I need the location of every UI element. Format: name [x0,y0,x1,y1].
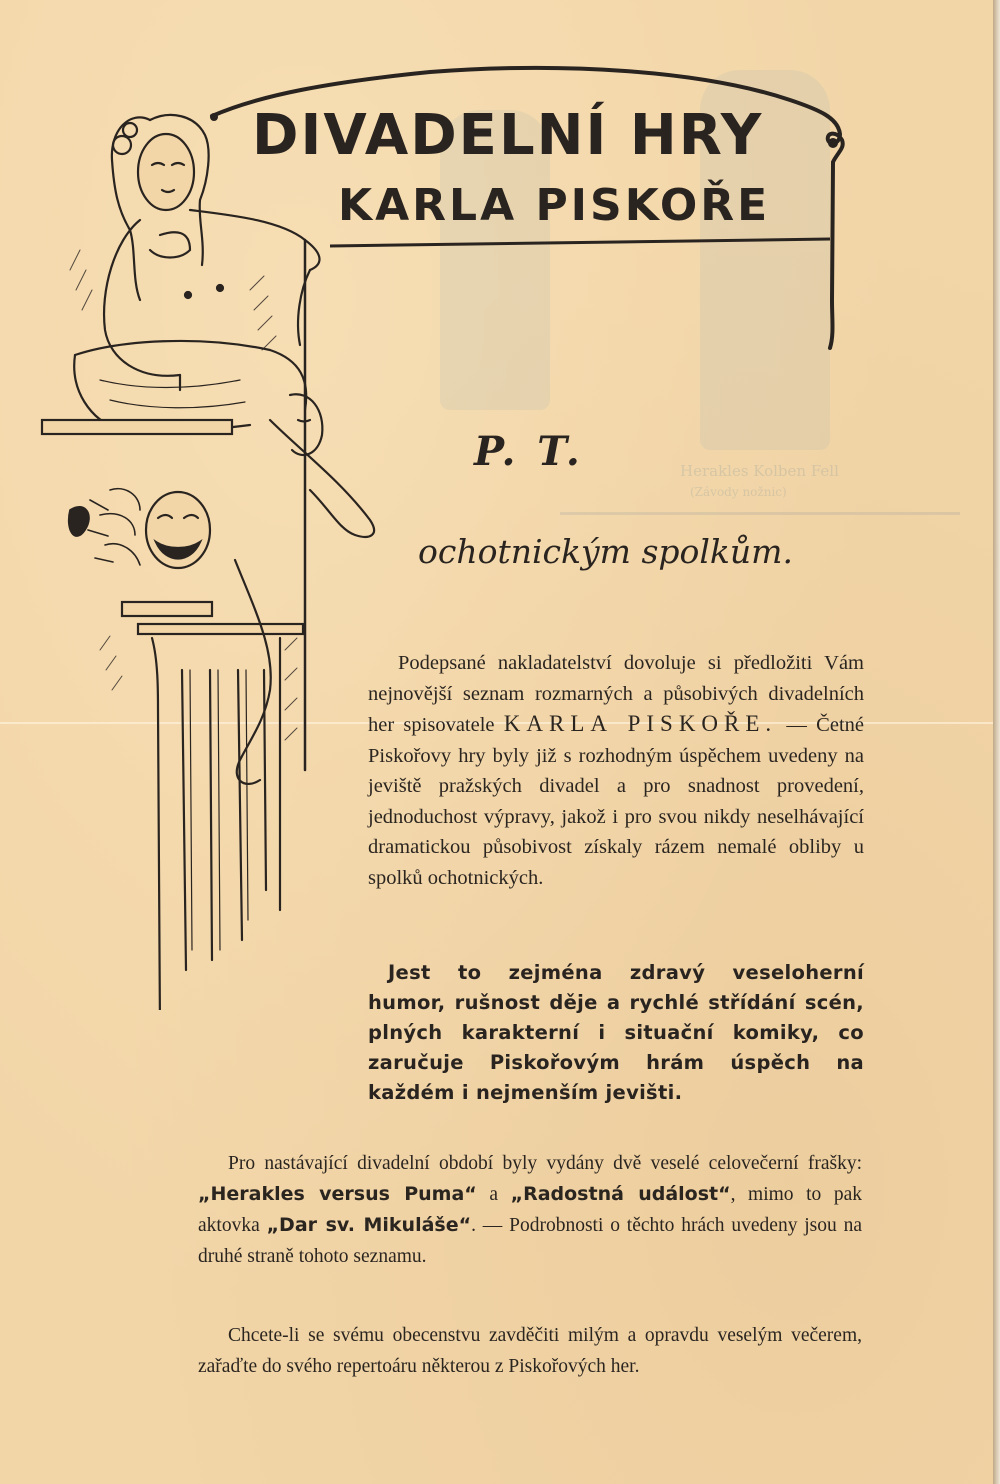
new-plays-text-3: , mimo to pak aktovka [198,1184,863,1236]
bleed-through-rule [560,512,960,515]
greeting-salutation: P. T. [474,428,584,475]
title-divadelni-hry: DIVADELNÍ HRY [252,103,764,168]
comedy-mask-icon [146,492,210,568]
page-edge [993,0,1000,1484]
muse-figure-icon [42,115,374,537]
new-plays-text-2: a [476,1184,511,1205]
author-name-caps: KARLA PISKOŘE. [503,711,778,736]
intro-text-start: Podepsané nakladatelství dovoluje si předložiti Vám nejnovější seznam rozmarných a působivých divadelních her spisovatele [368,652,864,736]
play-title-herakles: „Herakles versus Puma“ [198,1183,477,1205]
emphasis-paragraph: Jest to zejména zdravý veseloherní humor, rušnost děje a rychlé střídání scén, plných karakterní i situační komiky, co zaručuje Piskořovým hrám úspěch na každém i nejmenším jevišti. [368,961,864,1104]
bleed-through-subcaption: (Závody nožnic) [690,485,787,499]
muse-illustration [40,90,380,1010]
column-icon [122,560,303,1010]
laurel-icon [69,489,140,565]
new-plays-text-4: . — Podrobnosti o těchto hrách uvedeny jsou na druhé straně tohoto seznamu. [198,1215,862,1267]
bleed-through-caption: Herakles Kolben Fell [680,462,839,480]
play-title-dar-sv-mikulase: „Dar sv. Mikuláše“ [266,1214,472,1236]
new-plays-paragraph [198,1148,862,1272]
play-title-radostna-udalost: „Radostná událost“ [510,1183,731,1205]
intro-text-end: — Četné Piskořovy hry byly již s rozhodným úspěchem uvedeny na jeviště pražských divadel a pro snadnost provedení, jednoduchost výpravy, jakož i pro svou nikdy neselhávající dramatickou působivost získaly rázem nemalé obliby u spolků ochotnických. [368,714,864,889]
closing-paragraph: Chcete-li se svému obecenstvu zavděčiti milým a opravdu veselým večerem, zařaďte do svého repertoáru některou z Piskořových her. [198,1325,862,1377]
title-karla-piskore: KARLA PISKOŘE [338,180,771,231]
greeting-addressee: ochotnickým spolkům. [418,532,793,571]
intro-paragraph [368,648,864,893]
new-plays-text-1: Pro nastávající divadelní období byly vydány dvě veselé celovečerní frašky: [228,1153,862,1174]
